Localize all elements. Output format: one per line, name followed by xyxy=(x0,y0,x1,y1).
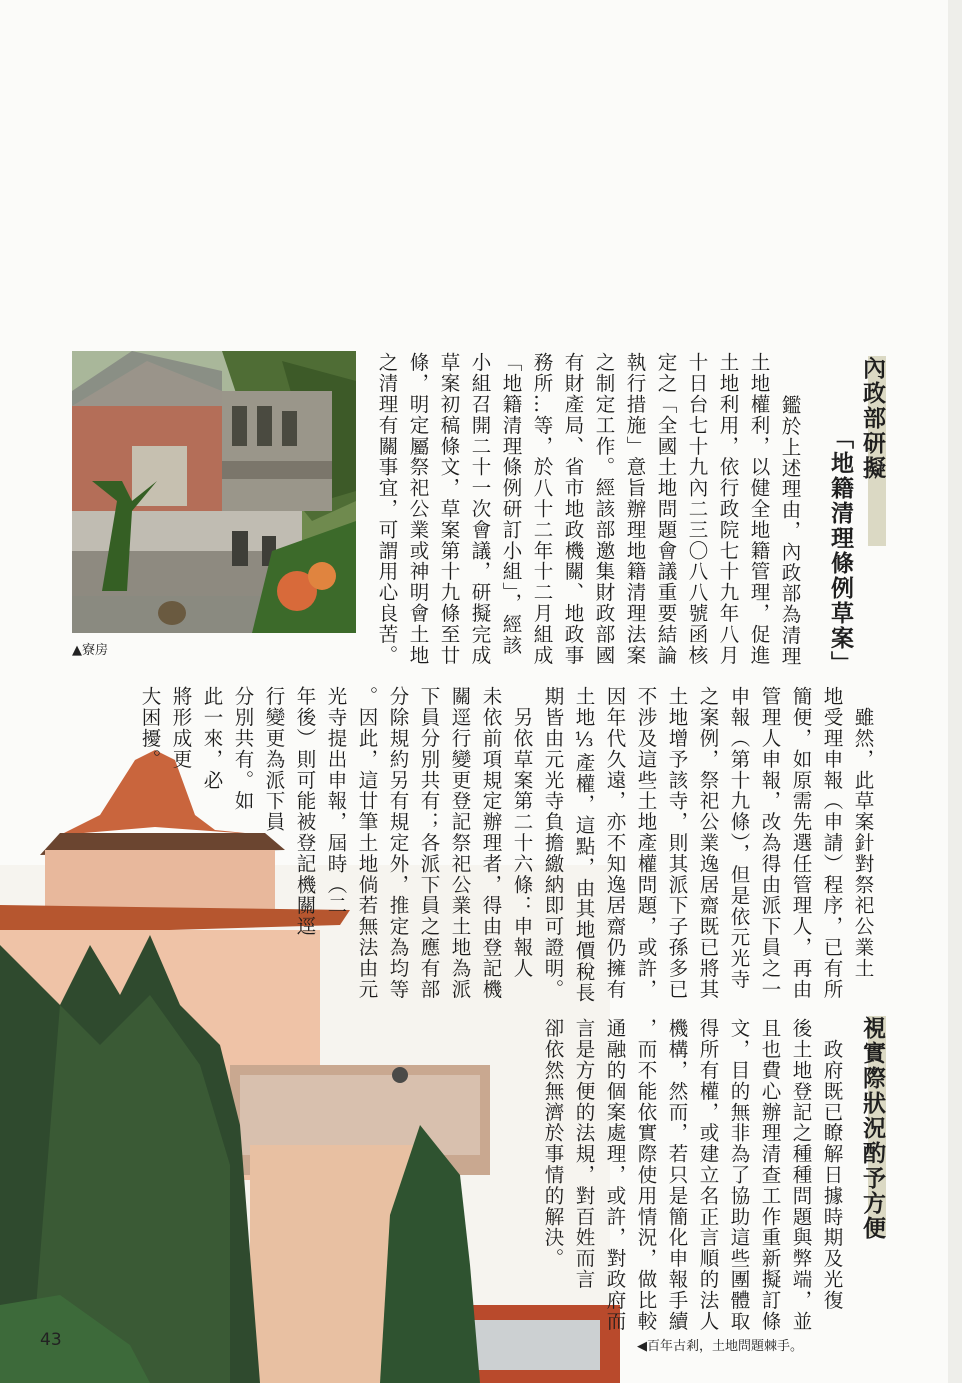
middle-col-24: 大困擾。 xyxy=(138,686,162,770)
middle-col-10: 土地⅓產權，這點，由其地價稅長 xyxy=(572,686,596,1003)
interior-col-5: 定之「全國土地問題會議重要結論 xyxy=(654,352,678,666)
middle-col-6: 之案例，祭祀公業逸居齋既已將其 xyxy=(696,686,720,1000)
interior-col-13: 條，明定屬祭祀公業或神明會土地 xyxy=(406,352,430,666)
interior-col-14: 之清理有關事宜，可謂用心良苦。 xyxy=(375,352,399,666)
middle-col-14: 關逕行變更登記祭祀公業土地為派 xyxy=(448,686,472,1000)
reality-col-2: 後土地登記之種種問題與弊端，並 xyxy=(789,1018,813,1332)
section-title-interior-line1: 內政部研擬 xyxy=(859,356,885,481)
middle-col-11: 期皆由元光寺負擔繳納即可證明。 xyxy=(541,686,565,1000)
interior-col-7: 之制定工作。經該部邀集財政部國 xyxy=(592,352,616,666)
dorm-caption: ▲寮房 xyxy=(72,643,108,658)
reality-col-7: ，而不能依實際使用情況，做比較 xyxy=(634,1018,658,1332)
middle-col-5: 申報（第十九條），但是依元光寺 xyxy=(727,686,751,990)
middle-col-12: 另依草案第二十六條：申報人 xyxy=(510,686,534,979)
middle-col-3: 簡便，如原需先選任管理人，再由 xyxy=(789,686,813,1000)
middle-col-19: 年後）則可能被登記機關逕 xyxy=(293,686,317,937)
section-title-interior-line2: 「地籍清理條例草案」 xyxy=(827,426,853,676)
middle-col-23: 將形成更 xyxy=(169,686,193,770)
middle-col-4: 管理人申報，改為得由派下員之一 xyxy=(758,686,782,1000)
reality-col-8: 通融的個案處理，或許，對政府而 xyxy=(603,1018,627,1332)
middle-col-15: 下員分別共有；各派下員之應有部 xyxy=(417,686,441,1000)
middle-col-16: 分除規約另有規定外，推定為均等 xyxy=(386,686,410,1000)
section-title-reality: 視實際狀況酌予方便 xyxy=(859,1016,885,1241)
interior-col-3: 土地利用，依行政院七十九年八月 xyxy=(716,352,740,666)
interior-col-4: 十日台七十九內二三〇八八號函核 xyxy=(685,352,709,666)
interior-col-9: 務所…等，於八十二年十二月組成 xyxy=(530,352,554,666)
reality-col-4: 文，目的無非為了協助這些團體取 xyxy=(727,1018,751,1332)
middle-col-7: 土地增予該寺，則其派下子孫多已 xyxy=(665,686,689,1000)
middle-col-1: 雖然，此草案針對祭祀公業土 xyxy=(851,686,875,979)
interior-col-12: 草案初稿條文，草案第十九條至廿 xyxy=(437,352,461,666)
temple-caption: ◀百年古剎，土地問題棘手。 xyxy=(637,1339,803,1354)
interior-col-6: 執行措施」意旨辦理地籍清理法案 xyxy=(623,352,647,666)
reality-col-6: 機構，然而，若只是簡化申報手續 xyxy=(665,1018,689,1332)
page-edge xyxy=(948,0,962,1383)
reality-col-5: 得所有權，或建立名正言順的法人 xyxy=(696,1018,720,1332)
middle-col-8: 不涉及這些土地產權問題，或許， xyxy=(634,686,658,1000)
middle-col-2: 地受理申報（申請）程序，已有所 xyxy=(820,686,844,1000)
interior-col-1: 鑑於上述理由，內政部為清理 xyxy=(778,374,802,667)
middle-col-13: 未依前項規定辦理者，得由登記機 xyxy=(479,686,503,1000)
middle-col-18: 光寺提出申報，屆時（二 xyxy=(324,686,348,916)
interior-col-10: 「地籍清理條例研訂小組」，經該 xyxy=(499,352,523,656)
middle-col-22: 此一來，必 xyxy=(200,686,224,791)
reality-col-1: 政府既已瞭解日據時期及光復 xyxy=(820,1018,844,1311)
page-number: 43 xyxy=(40,1330,62,1350)
middle-col-20: 行變更為派下員 xyxy=(262,686,286,833)
middle-col-21: 分別共有。如 xyxy=(231,686,255,812)
reality-col-9: 言是方便的法規，對百姓而言 xyxy=(572,1018,596,1290)
middle-col-9: 因年代久遠，亦不知逸居齋仍擁有 xyxy=(603,686,627,1000)
reality-col-10: 卻依然無濟於事情的解決。 xyxy=(541,1018,565,1269)
dorm-photo xyxy=(72,351,356,633)
interior-col-8: 有財產局、省市地政機關、地政事 xyxy=(561,352,585,666)
interior-col-11: 小組召開二十一次會議，研擬完成 xyxy=(468,352,492,666)
dorm-photo-image xyxy=(72,351,356,633)
reality-col-3: 且也費心辦理清查工作重新擬訂條 xyxy=(758,1018,782,1332)
middle-col-17: 。因此，這廿筆土地倘若無法由元 xyxy=(355,686,379,1000)
interior-col-2: 土地權利，以健全地籍管理，促進 xyxy=(747,352,771,666)
